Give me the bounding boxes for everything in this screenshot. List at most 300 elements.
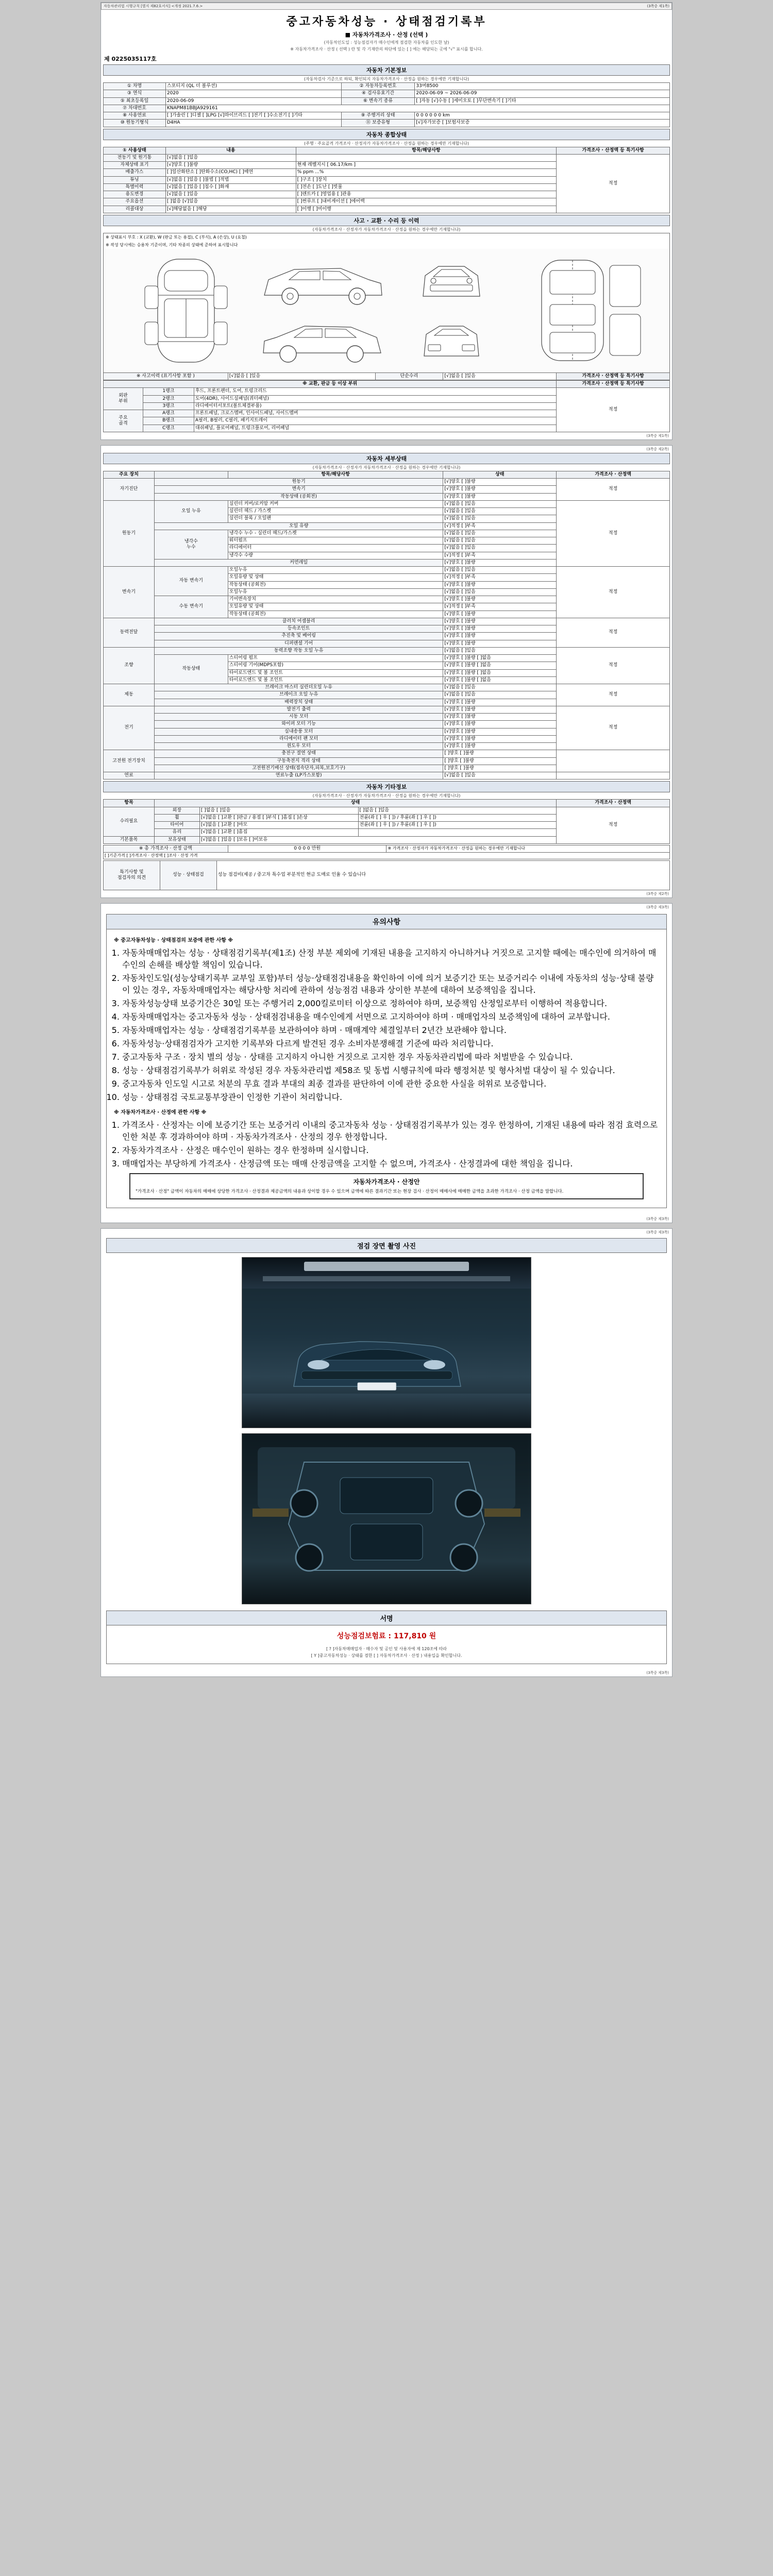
basic-value-10: D4HA [165,120,341,127]
detail-state-20[interactable]: [√]양호 [ ]불량 [443,618,557,625]
group-label-electric: 전기 [104,706,155,750]
detail-state-32[interactable]: [√]양호 [ ]불량 [443,706,557,713]
overall-remark: 적정 [557,154,670,213]
document-page [0,2,773,1677]
detail-item-24: 동력조향 작동 오일 누유 [154,647,443,654]
detail-item-9: 워터펌프 [228,537,443,545]
others-state-4[interactable]: [√]없음 [ ]교환 [ ]흠집 [199,829,358,836]
table-row [104,154,670,161]
detail-state-11[interactable]: [√]적정 [ ]부족 [443,552,557,559]
detail-state-31[interactable]: [√]양호 [ ]불량 [443,699,557,706]
notice-item: 7. 중고자동차 구조 · 장치 별의 성능 · 상태를 고지하지 아니한 거짓으로 고지한 경우 자동차관리법에 따라 처벌받을 수 있습니다. [122,1050,659,1062]
detail-state-14[interactable]: [√]적정 [ ]부족 [443,574,557,581]
photo-front [242,1257,531,1428]
others-extra-4[interactable] [358,829,557,836]
table-row [104,83,670,90]
group-label-hv-electric: 고전원 전기장치 [104,750,155,772]
accident-history-table [103,372,670,380]
detail-item-23: 디퍼렌셜 기어 [154,640,443,647]
others-label-basic-items: 기본품목 [104,836,155,843]
page-subtitle: ■ 자동차가격조사 · 산정 (선택 ) [345,31,428,38]
detail-state-29[interactable]: [√]없음 [ ]있음 [443,684,557,691]
detail-item-13: 오일누유 [228,567,443,574]
page-indicator-3: (3쪽중 제3쪽) [646,905,669,909]
detail-state-41[interactable]: [√]없음 [ ]있음 [443,772,557,779]
table-row [104,618,670,625]
basic-value-8[interactable]: [ ]가솔린 [ ]디젤 [ ]LPG [√]하이브리드 [ ]전기 [ ]수소전기 [ ]기타 [165,112,341,120]
detail-remark-6: 적정 [557,684,670,706]
sub-label-coolant: 냉각수 누수 [154,530,228,559]
special-sub-label: 성능 · 상태점검 [160,861,216,890]
detail-item-4: 실린더 커버/로커암 커버 [228,500,443,507]
detail-state-19[interactable]: [√]양호 [ ]불량 [443,611,557,618]
detail-state-4[interactable]: [√]없음 [ ]있음 [443,500,557,507]
detail-state-24[interactable]: [√]없음 [ ]있음 [443,647,557,654]
special-remarks-table [103,860,670,890]
overall-col-1: ① 사용상태 [104,147,166,154]
detail-item-28: 타이로드엔드 및 볼 조인트 [228,676,443,684]
page-indicator-1: (3쪽중 제1쪽) [647,4,669,8]
car-front-view-icon [413,255,490,309]
others-sub-2: 휠 [154,814,199,821]
notice-item: 4. 자동차매매업자는 중고자동차 성능 · 상태점검내용을 매수인에게 서면으로 고지하여야 하며 · 매매업자의 보증책임에 대하여 교부합니다. [122,1010,659,1022]
detail-remark-8 [557,750,670,772]
notice-list-2 [122,1118,659,1169]
price-check-row[interactable]: [ ]기준가격 [ ]가격조사 · 산정액 [ ]조사 · 산정 가격 [104,853,670,859]
detail-remark-1: 적정 [557,479,670,501]
overall-col-2: 내용 [165,147,296,154]
signature-title: 서명 [106,1611,667,1625]
overall-detail-3: % ppm ...% [296,169,557,176]
page-footer-3: (3쪽중 제3쪽) [646,1216,669,1221]
detail-item-31: 배력장치 상태 [154,699,443,706]
accident-q1-value[interactable]: [√]없음 [ ]있음 [228,372,375,380]
detail-item-8: 냉각수 누수 - 실린더 헤드/가스켓 [228,530,443,537]
notice-item: 6. 자동차성능·상태점검자가 고지한 기록부와 다르게 발견된 경우 소비자분쟁해결 기준에 따라 처리합니다. [122,1037,659,1049]
accident-parts-table [103,380,670,432]
outer-panel-label: 외판 부위 [104,388,143,410]
document-number-label: 제 [104,56,110,62]
detail-item-11: 냉각수 수량 [228,552,443,559]
detail-item-22: 추진축 및 베어링 [154,633,443,640]
frame-items-2: A필러, B필러, C필러, 패키지트레이 [194,417,556,425]
accident-parts-head: ※ 교환, 판금 등 이상 부위 [104,381,557,388]
overall-item-4: 튜닝 [104,176,166,183]
rank-label-1: 1랭크 [143,388,194,395]
notice-item: 8. 성능 · 상태점검기록부가 허위로 작성된 경우 자동차관리법 제58조 및 동법 시행규칙에 따라 행정처분 및 형사처벌 대상이 될 수 있습니다. [122,1064,659,1076]
overall-col-4: 가격조사 · 산정액 등 특기사항 [557,147,670,154]
overall-detail-2: 현재 레벨지시 [ 06.17/km ] [296,162,557,169]
detail-remark-5: 적정 [557,647,670,684]
overall-state-2[interactable]: [√]양호 [ ]불량 [165,162,296,169]
overall-state-3[interactable]: [ ]일산화탄소 [ ]탄화수소(CO,HC) [ ]매연 [165,169,296,176]
group-label-powertrain: 동력전달 [104,618,155,647]
detail-item-1: 원동기 [154,479,443,486]
table-row [104,853,670,859]
detail-state-21[interactable]: [√]양호 [ ]불량 [443,625,557,633]
detail-state-36[interactable]: [√]양호 [ ]불량 [443,735,557,742]
detail-item-25: 스티어링 펌프 [228,655,443,662]
detail-remark-7: 적정 [557,706,670,750]
table-row [104,845,670,852]
others-col-1: 항목 [104,800,155,807]
detail-item-27: 타이로드엔드 및 볼 조인트 [228,669,443,676]
detail-state-12[interactable]: [√]양호 [ ]불량 [443,559,557,566]
overall-state-4[interactable]: [√]없음 [ ]있음 [ ]불법 [ ]적법 [165,176,296,183]
frame-rank-3: C랭크 [143,425,194,432]
table-row [104,684,670,691]
detail-state-37[interactable]: [√]양호 [ ]불량 [443,743,557,750]
page-indicator-2: (3쪽중 제2쪽) [646,447,669,451]
sub-label-manual-trans: 수동 변속기 [154,596,228,618]
accident-q2-value[interactable]: [√]없음 [ ]있음 [443,372,557,380]
others-state-2[interactable]: [√]없음 [ ]교환 [ ]판금 / 용접 [ ]부식 [ ]흠집 [ ]손상 [199,814,358,821]
overall-state-1[interactable]: [√]없음 [ ]있음 [165,154,296,161]
signature-footer-1: [ ? ]자동차매매업자 · 매수자 및 공인 및 사용자에 제 120조에 따라 [326,1646,447,1651]
notice-item: 3. 자동차성능상태 보증기간은 30일 또는 주행거리 2,000킬로미터 이상으로 정하여야 하며, 보증책임 산정일로부터 이행하여 적용합니다. [122,997,659,1009]
detail-item-19: 작동상태 (공회전) [228,611,443,618]
basic-label-5: ⑤ 최초등록일 [104,97,166,105]
rank-label-2: 2랭크 [143,395,194,402]
detail-item-2: 변속기 [154,486,443,493]
page-note: (자동차인도일 : 성능점검자가 매수인에게 점검한 자동차를 인도한 날) [324,40,449,45]
detail-item-36: 라디에이터 팬 모터 [154,735,443,742]
detail-item-26: 스티어링 기어(MDPS포함) [228,662,443,669]
others-state-3[interactable]: [√]없음 [ ]교환 [ ]마모 [199,822,358,829]
basic-label-2: ② 자동차등록번호 [341,83,415,90]
detail-item-29: 브레이크 마스터 실린더오일 누유 [154,684,443,691]
overall-state-5[interactable]: [√]없음 [ ]있음 [ ]침수 [ ]화재 [165,183,296,191]
overall-table [103,147,670,213]
notice-item: 9. 중고자동차 인도일 시고로 처분의 무효 결과 부대의 최종 결과를 판단하여 이에 관한 중요한 사실을 허위로 보증합니다. [122,1077,659,1089]
others-sub-1: 외장 [154,807,199,814]
fee-value: 117,810 원 [394,1632,436,1640]
frame-items-1: 프론트패널, 크로스멤버, 인사이드패널, 사이드멤버 [194,410,556,417]
sheet-2 [100,445,673,898]
notice-title: 유의사항 [106,914,667,929]
basic-value-9: 0 0 0 0 0 0 km [415,112,670,120]
detail-state-17[interactable]: [√]양호 [ ]불량 [443,596,557,603]
detail-state-2[interactable]: [√]양호 [ ]불량 [443,486,557,493]
table-row [104,772,670,779]
detail-item-20: 클러치 어셈블리 [154,618,443,625]
detail-state-5[interactable]: [√]없음 [ ]있음 [443,508,557,515]
group-label-transmission: 변속기 [104,567,155,618]
section-others-title: 자동차 기타정보 [103,781,670,792]
frame-rank-1: A랭크 [143,410,194,417]
notice-item: 2. 자동차인도일(성능상태기록부 교부일 포함)부터 성능·상태점검내용을 확인하여 이에 의거 보증기간 또는 보증거리수 이내에 자동차의 성능·상태 불량이 있는 경우, 자동차매매업자는 해당사항 처리에 관하여 성능점검 내용과 상이한 부분에 대하여 보증책임을 집니다. [122,972,659,995]
basic-label-6: ⑥ 변속기 종류 [341,97,415,105]
detail-item-18: 오일유량 및 상태 [228,603,443,611]
section-basic-note: (자동차검사 기준으로 하되, 확인되지 자동차가격조사 · 산정을 원하는 경우에만 기재합니다) [304,77,469,81]
section-detail-note: (자동차가격조사 · 산정자가 자동차가격조사 · 산정을 원하는 경우에만 기재합니다) [312,465,461,470]
detail-state-33[interactable]: [√]양호 [ ]불량 [443,714,557,721]
rank-items-1: 후드, 프론트팬더, 도어, 트렁크리드 [194,388,556,395]
table-row [104,807,670,814]
detail-item-41: 연료누출 (LP가스포함) [154,772,443,779]
detail-item-17: 기어변속장치 [228,596,443,603]
table-row [104,388,670,395]
table-row [104,706,670,713]
price-note: ※ 가격조사 · 산정자가 자동차가격조사 · 산정을 원하는 경우에만 기재합니다 [386,845,670,852]
detail-item-3: 작동상태 (공회전) [154,493,443,500]
page-footer-1: (3쪽중 제1쪽) [646,433,669,438]
detail-remark-4: 적정 [557,618,670,647]
car-diagram [103,249,670,373]
frame-rank-2: B랭크 [143,417,194,425]
detail-state-23[interactable]: [√]양호 [ ]불량 [443,640,557,647]
detail-state-7[interactable]: [√]적정 [ ]부족 [443,522,557,530]
detail-state-27[interactable]: [√]양호 [ ]불량 [ ]없음 [443,669,557,676]
overall-detail-4: [ ]구조 [ ]장치 [296,176,557,183]
others-sub-4: 유리 [154,829,199,836]
others-extra-2[interactable]: 전륜(좌 [ ] 우 [ ]) / 후륜(좌 [ ] 우 [ ]) [358,814,557,821]
others-extra-1[interactable]: [ ]없음 [ ]있음 [358,807,557,814]
price-estimate-text: "가격조사 · 산정" 금액이 자동차의 매매에 상당한 가격조사 · 산정결과 제공금액의 내용과 상이할 경우 수 있으며 금액에 따른 결과기간 또는 현장 검사 · 산정이 매매사에 매매한 금액을 초과한 가격조사 · 산정 금액을 말합니다. [136,1189,564,1194]
section-overall-title: 자동차 종합상태 [103,129,670,140]
overall-item-8: 리콜대상 [104,206,166,213]
notice-item: 1. 자동차매매업자는 성능 · 상태점검기록부(제1조) 산정 부분 제외에 기재된 내용을 고지하지 아니하거나 거짓으로 고지할 때에는 매수인에 의거하여 매수인의 손해를 배상할 책임이 있습니다. [122,946,659,970]
basic-value-11[interactable]: [√]자가보증 [ ]보험사보증 [415,120,670,127]
notice-list [122,946,659,1103]
overall-item-5: 특별이력 [104,183,166,191]
detail-state-table [103,471,670,780]
table-row [104,750,670,757]
price-summary-table [103,845,670,859]
detail-state-28[interactable]: [√]양호 [ ]불량 [ ]없음 [443,676,557,684]
detail-state-3[interactable]: [√]양호 [ ]불량 [443,493,557,500]
section-others-note: (자동차가격조사 · 산정자가 자동차가격조사 · 산정을 원하는 경우에만 기재합니다) [312,793,461,799]
price-label: ※ 총 가격조사 · 산정 금액 [104,845,228,852]
accident-q2-label: 단순수리 [375,372,443,380]
overall-state-6[interactable]: [√]없음 [ ]있음 [165,191,296,198]
group-label-engine: 원동기 [104,500,155,566]
detail-item-7: 오일 유량 [154,522,443,530]
others-table [103,799,670,844]
form-code: 자동차관리법 시행규칙 [별지 제82호서식] <개정 2021.7.6.> [104,4,203,8]
page-footer-2: (3쪽중 제2쪽) [646,892,669,896]
basic-label-4: ④ 검사유효기간 [341,90,415,97]
detail-state-39[interactable]: [ ]양호 [ ]불량 [443,757,557,765]
detail-state-25[interactable]: [√]양호 [ ]불량 [ ]없음 [443,655,557,662]
table-row [104,90,670,97]
basic-value-6[interactable]: [ ]자동 [√]수동 [ ]세미오토 [ ]무단변속기 [ ]기타 [415,97,670,105]
detail-item-34: 와이퍼 모터 기능 [154,721,443,728]
group-label-brake: 제동 [104,684,155,706]
overall-detail-7: [ ]썬루프 [ ]내비게이션 [ ]에어백 [296,198,557,206]
notice-sub-title: ※ 중고자동차성능 · 상태점검의 보증에 관한 사항 ※ [114,938,233,943]
detail-state-10[interactable]: [√]없음 [ ]있음 [443,545,557,552]
accident-parts-remark-head: 가격조사 · 산정액 등 특기사항 [557,381,670,388]
detail-item-33: 시동 모터 [154,714,443,721]
basic-label-10: ⑩ 원동기형식 [104,120,166,127]
detail-state-18[interactable]: [√]적정 [ ]부족 [443,603,557,611]
detail-state-1[interactable]: [√]양호 [ ]불량 [443,479,557,486]
overall-item-7: 주요옵션 [104,198,166,206]
detail-state-30[interactable]: [√]없음 [ ]있음 [443,691,557,699]
table-row [104,567,670,574]
detail-remark-3: 적정 [557,567,670,618]
vehicle-underbody-photo-icon [242,1434,531,1604]
table-row [104,861,670,890]
notice-item: 2. 자동차가격조사 · 산정은 매수인이 원하는 경우 한정하며 실시합니다. [122,1144,659,1156]
detail-state-22[interactable]: [√]양호 [ ]불량 [443,633,557,640]
table-row [104,500,670,507]
basic-value-2: 33머8500 [415,83,670,90]
detail-state-26[interactable]: [√]양호 [ ]불량 [ ]없음 [443,662,557,669]
document-header [101,10,672,53]
rank-items-3: 라디에이터서포트(볼트체결부품) [194,402,556,410]
others-state-5[interactable]: [√]없음 [ ]있음 [ ]보유 [ ]미보유 [199,836,556,843]
detail-item-6: 실린더 블록 / 오일팬 [228,515,443,522]
table-row [104,372,670,380]
detail-state-16[interactable]: [√]없음 [ ]있음 [443,588,557,596]
others-sub-5: 보유상태 [154,836,199,843]
others-remark: 적정 [557,807,670,843]
overall-detail-5: [ ]전손 [ ]도난 [ ]빗물 [296,183,557,191]
notice-item: 1. 가격조사 · 산정자는 이에 보증기간 또는 보증거리 이내의 중고자동차 성능 · 상태점검기록부가 있는 경우 한정하여, 기재된 내용에 따라 점검 효력으로 인한 처분 후 경과하여야 하며 · 자동차가격조사 · 산정의 경우 한정합니다. [122,1118,659,1142]
rank-items-2: 도어(4DR), 사이드실패널(쿼터패널) [194,395,556,402]
detail-remark-2: 적정 [557,500,670,566]
overall-state-8[interactable]: [√]해당없음 [ ]해당 [165,206,296,213]
detail-state-8[interactable]: [√]없음 [ ]있음 [443,530,557,537]
table-head-row [104,471,670,478]
detail-item-21: 등속조인트 [154,625,443,633]
car-top-view-icon [135,255,238,366]
overall-item-3: 배출가스 [104,169,166,176]
page-title: 중고자동차성능 · 상태점검기록부 [286,15,487,28]
detail-item-16: 오일누유 [228,588,443,596]
section-accident-note: (자동차가격조사 · 산정자가 자동차가격조사 · 산정을 원하는 경우에만 기재합니다) [312,227,461,232]
basic-value-5: 2020-06-09 [165,97,341,105]
accident-legend-1: ※ 상태표시 부호 : X (교환), W (판금 또는 용접), C (부식), A (손상), U (요철) [106,234,247,240]
rank-label-3: 3랭크 [143,402,194,410]
table-head-row [104,800,670,807]
overall-item-2: 자체상태 표기 [104,162,166,169]
document-number-row [101,53,672,64]
basic-value-3: 2020 [165,90,341,97]
car-side-view-mirrored-icon [258,316,387,367]
others-state-1[interactable]: [ ]없음 [ ]있음 [199,807,358,814]
group-label-steering: 조향 [104,647,155,684]
others-label-repair: 수리필요 [104,807,155,836]
detail-item-15: 작동상태 (공회전) [228,581,443,588]
detail-item-37: 윈도우 모터 [154,743,443,750]
sub-label-steering-parts: 작동상태 [154,655,228,684]
basic-label-11: ⑪ 보증유형 [341,120,415,127]
section-basic-title: 자동차 기본정보 [103,64,670,76]
detail-item-35: 실내송풍 모터 [154,728,443,735]
detail-state-35[interactable]: [√]양호 [ ]불량 [443,728,557,735]
table-row [104,120,670,127]
table-row [104,647,670,654]
form-top-strip [101,3,672,10]
section-accident-title: 사고 · 교환 · 수리 등 이력 [103,215,670,226]
detail-item-14: 오일유량 및 상태 [228,574,443,581]
detail-item-32: 발전기 출력 [154,706,443,713]
others-sub-3: 타이어 [154,822,199,829]
table-head-row [104,147,670,154]
detail-state-40[interactable]: [ ]양호 [ ]불량 [443,765,557,772]
basic-label-1: ① 차명 [104,83,166,90]
page-note-2: ※ 자동차가격조사 · 산정 ( 선택 ) 란 및 각 기재란의 하단에 있는 [ ] 에는 해당되는 곳에 "√" 표시를 합니다. [290,47,483,52]
detail-item-5: 실린더 헤드 / 가스켓 [228,508,443,515]
notice-item: 3. 매매업자는 부당하게 가격조사 · 산정금액 또는 매매 산정금액을 고지할 수 없으며, 가격조사 · 산정결과에 대한 책임을 집니다. [122,1157,659,1169]
detail-col-4: 가격조사 · 산정액 [557,471,670,478]
others-col-3: 가격조사 · 산정액 [557,800,670,807]
car-rear-view-icon [413,316,490,367]
detail-col-3: 상태 [443,471,557,478]
detail-item-12: 커먼레일 [154,559,443,566]
others-extra-3[interactable]: 전륜(좌 [ ] 우 [ ]) / 후륜(좌 [ ] 우 [ ]) [358,822,557,829]
detail-state-34[interactable]: [√]양호 [ ]불량 [443,721,557,728]
notice-item: 5. 자동차매매업자는 성능 · 상태점검기록부를 보관하여야 하며 · 매매계약 체결일부터 2년간 보관해야 합니다. [122,1024,659,1036]
overall-col-3: 항목/해당사항 [296,147,557,154]
group-label-fuel: 연료 [104,772,155,779]
sheet-1 [100,2,673,440]
overall-state-7[interactable]: [ ]없음 [√]있음 [165,198,296,206]
special-value[interactable]: 성능 점검비(제공 / 중고차 특수업 부분적인 현금 도매로 인율 수 있습니다 [216,861,669,890]
basic-value-1: 스포티지 (QL 더 볼루션) [165,83,341,90]
others-col-2: 상태 [154,800,556,807]
frame-items-3: 대쉬패널, 플로어패널, 트렁크플로어, 리어패널 [194,425,556,432]
accident-remark-value: 적정 [557,388,670,432]
detail-state-9[interactable]: [√]없음 [ ]있음 [443,537,557,545]
price-value: 0 0 0 0 만원 [228,845,386,852]
page-indicator-4: (3쪽중 제3쪽) [646,1230,669,1234]
detail-state-38[interactable]: [ ]양호 [ ]불량 [443,750,557,757]
detail-state-13[interactable]: [√]없음 [ ]있음 [443,567,557,574]
basic-label-7: ⑦ 차대번호 [104,105,166,112]
detail-state-6[interactable]: [√]없음 [ ]있음 [443,515,557,522]
detail-state-15[interactable]: [√]양호 [ ]불량 [443,581,557,588]
detail-item-10: 라디에이터 [228,545,443,552]
accident-q1-label: ※ 사고이력 (표기사항 포함 ) [104,372,228,380]
sub-label-oil-leak: 오일 누유 [154,500,228,522]
table-head-row [104,381,670,388]
table-row [104,105,670,112]
basic-label-8: ⑧ 사용연료 [104,112,166,120]
accident-remark-head: 가격조사 · 산정액 등 특기사항 [557,372,670,380]
sheet-4 [100,1228,673,1677]
overall-detail-8: [ ]이행 [ ]미이행 [296,206,557,213]
detail-remark-9 [557,772,670,779]
section-detail-title: 자동차 세부상태 [103,453,670,464]
basic-info-table [103,82,670,127]
signature-footer-2: [ Y ]중고자동차성능 · 상태를 겸한 [ ] 자동차가격조사 · 산정 ) 내용입을 확인합니다. [311,1653,462,1658]
photo-underbody [242,1433,531,1604]
page-footer-4: (3쪽중 제3쪽) [646,1670,669,1675]
car-underbody-view-icon [516,255,650,366]
group-label-self-diagnosis: 자기진단 [104,479,155,501]
basic-label-9: ⑨ 주행거리 상태 [341,112,415,120]
basic-value-4: 2020-06-09 ~ 2026-06-09 [415,90,670,97]
detail-item-40: 고전원전기배선 상태(접속단자,피복,보호기구) [154,765,443,772]
overall-item-6: 용도변경 [104,191,166,198]
notice-sub-title-2: ※ 자동차가격조사 · 산정에 관한 사항 ※ [114,1110,207,1115]
fee-label: 성능점검보험료 : [337,1632,391,1640]
basic-value-7: KNAPM81BBJA929161 [165,105,669,112]
overall-detail-1 [296,154,557,161]
document-number-value: 0225035117호 [111,56,157,62]
detail-col-2b [154,471,228,478]
photos-title: 점검 장면 촬영 사진 [106,1238,667,1253]
price-estimate-title: 자동차가격조사 · 산정안 [353,1178,420,1185]
overall-detail-6: [ ]렌트카 [ ]영업용 [ ]관용 [296,191,557,198]
notice-item: 10. 성능 · 상태점검 국토교통부장관이 인정한 기관이 처리합니다. [122,1091,659,1103]
detail-col-2: 항목/해당사항 [228,471,443,478]
detail-item-38: 충전구 절연 상태 [154,750,443,757]
